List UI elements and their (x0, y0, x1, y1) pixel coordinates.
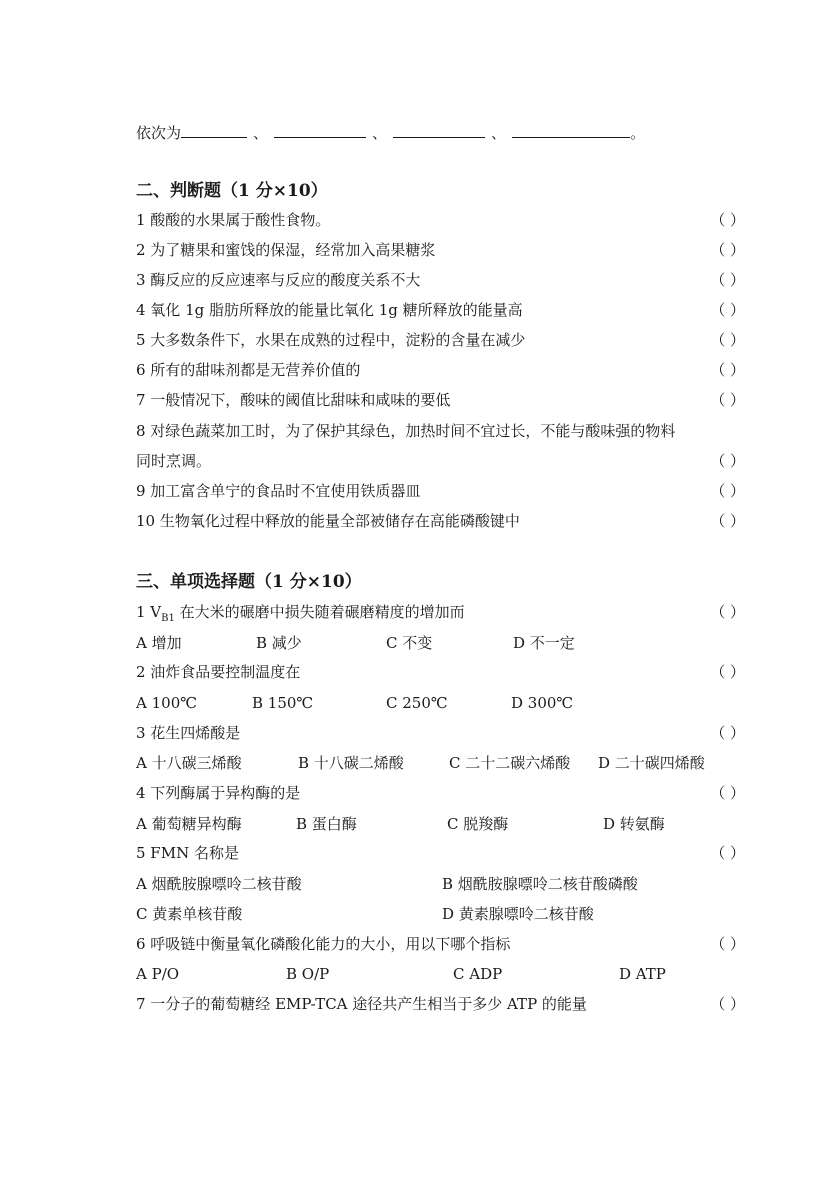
option-a[interactable]: A 烟酰胺腺嘌呤二核苷酸 (136, 875, 302, 893)
answer-paren[interactable]: （ ） (710, 361, 745, 379)
answer-paren[interactable]: （ ） (710, 301, 745, 319)
answer-paren[interactable]: （ ） (710, 935, 745, 953)
question-item: 4 氧化 1g 脂肪所释放的能量比氧化 1g 糖所释放的能量高 (136, 301, 523, 319)
question-item: 5 大多数条件下，水果在成熟的过程中，淀粉的含量在减少 (136, 331, 526, 349)
option-b[interactable]: B 十八碳二烯酸 (298, 754, 404, 772)
answer-paren[interactable]: （ ） (710, 482, 745, 500)
question-item: 2 油炸食品要控制温度在 (136, 663, 301, 681)
section-heading-true-false: 二、判断题（1 分×10） (136, 181, 328, 201)
answer-paren[interactable]: （ ） (710, 724, 745, 742)
separator: 、 (253, 124, 269, 142)
answer-paren[interactable]: （ ） (710, 512, 745, 530)
answer-paren[interactable]: （ ） (710, 331, 745, 349)
answer-paren[interactable]: （ ） (710, 271, 745, 289)
question-item: 1 酸酸的水果属于酸性食物。 (136, 211, 331, 229)
subscript: B1 (161, 613, 175, 624)
option-c[interactable]: C 不变 (386, 634, 433, 652)
answer-blank-3[interactable] (393, 121, 485, 138)
question-item: 7 一分子的葡萄糖经 EMP-TCA 途径共产生相当于多少 ATP 的能量 (136, 995, 587, 1013)
fill-blank-line (136, 121, 645, 143)
option-b[interactable]: B 烟酰胺腺嘌呤二核苷酸磷酸 (442, 875, 638, 893)
separator: 、 (372, 124, 388, 142)
answer-blank-2[interactable] (274, 121, 366, 138)
question-item: 9 加工富含单宁的食品时不宜使用铁质器皿 (136, 482, 421, 500)
answer-blank-4[interactable] (512, 121, 630, 138)
option-d[interactable]: D 300℃ (511, 694, 574, 712)
option-b[interactable]: B 150℃ (252, 694, 314, 712)
option-d[interactable]: D 黄素腺嘌呤二核苷酸 (442, 905, 594, 923)
answer-paren[interactable]: （ ） (710, 784, 745, 802)
option-c[interactable]: C 黄素单核苷酸 (136, 905, 243, 923)
option-a[interactable]: A 十八碳三烯酸 (136, 754, 242, 772)
option-b[interactable]: B 蛋白酶 (296, 815, 357, 833)
option-a[interactable]: A 增加 (136, 634, 182, 652)
option-a[interactable]: A 葡萄糖异构酶 (136, 815, 242, 833)
question-item: 3 酶反应的反应速率与反应的酸度关系不大 (136, 271, 421, 289)
option-a[interactable]: A 100℃ (136, 694, 198, 712)
option-c[interactable]: C 二十二碳六烯酸 (449, 754, 571, 772)
section-heading-multiple-choice: 三、单项选择题（1 分×10） (136, 572, 362, 592)
option-d[interactable]: D ATP (619, 965, 666, 983)
separator: 、 (491, 124, 507, 142)
option-d[interactable]: D 转氨酶 (603, 815, 665, 833)
answer-paren[interactable]: （ ） (710, 211, 745, 229)
question-item: 4 下列酶属于异构酶的是 (136, 784, 301, 802)
option-c[interactable]: C 脱羧酶 (447, 815, 509, 833)
question-item (136, 602, 465, 629)
answer-paren[interactable]: （ ） (710, 995, 745, 1013)
question-item: 5 FMN 名称是 (136, 844, 239, 862)
option-a[interactable]: A P/O (136, 965, 180, 983)
question-item: 10 生物氧化过程中释放的能量全部被储存在高能磷酸键中 (136, 512, 520, 530)
option-c[interactable]: C ADP (453, 965, 503, 983)
answer-blank-1[interactable] (181, 121, 247, 138)
question-text: 1 V (136, 603, 162, 621)
answer-paren[interactable]: （ ） (710, 663, 745, 681)
intro-end: 。 (630, 124, 646, 142)
question-item: 2 为了糖果和蜜饯的保湿，经常加入高果糖浆 (136, 241, 436, 259)
question-item-continuation: 同时烹调。 (136, 452, 212, 470)
answer-paren[interactable]: （ ） (710, 844, 745, 862)
option-b[interactable]: B O/P (286, 965, 330, 983)
option-c[interactable]: C 250℃ (386, 694, 448, 712)
answer-paren[interactable]: （ ） (710, 603, 745, 621)
question-text: 在大米的碾磨中损失随着碾磨精度的增加而 (174, 603, 465, 621)
option-b[interactable]: B 减少 (256, 634, 302, 652)
option-d[interactable]: D 不一定 (513, 634, 575, 652)
option-d[interactable]: D 二十碳四烯酸 (598, 754, 705, 772)
answer-paren[interactable]: （ ） (710, 241, 745, 259)
question-item: 8 对绿色蔬菜加工时，为了保护其绿色，加热时间不宜过长，不能与酸味强的物料 (136, 422, 676, 440)
answer-paren[interactable]: （ ） (710, 391, 745, 409)
question-item: 6 所有的甜味剂都是无营养价值的 (136, 361, 361, 379)
question-item: 6 呼吸链中衡量氧化磷酸化能力的大小，用以下哪个指标 (136, 935, 511, 953)
question-item: 3 花生四烯酸是 (136, 724, 241, 742)
intro-prefix: 依次为 (136, 124, 182, 142)
answer-paren[interactable]: （ ） (710, 452, 745, 470)
question-item: 7 一般情况下，酸味的阈值比甜味和咸味的要低 (136, 391, 451, 409)
